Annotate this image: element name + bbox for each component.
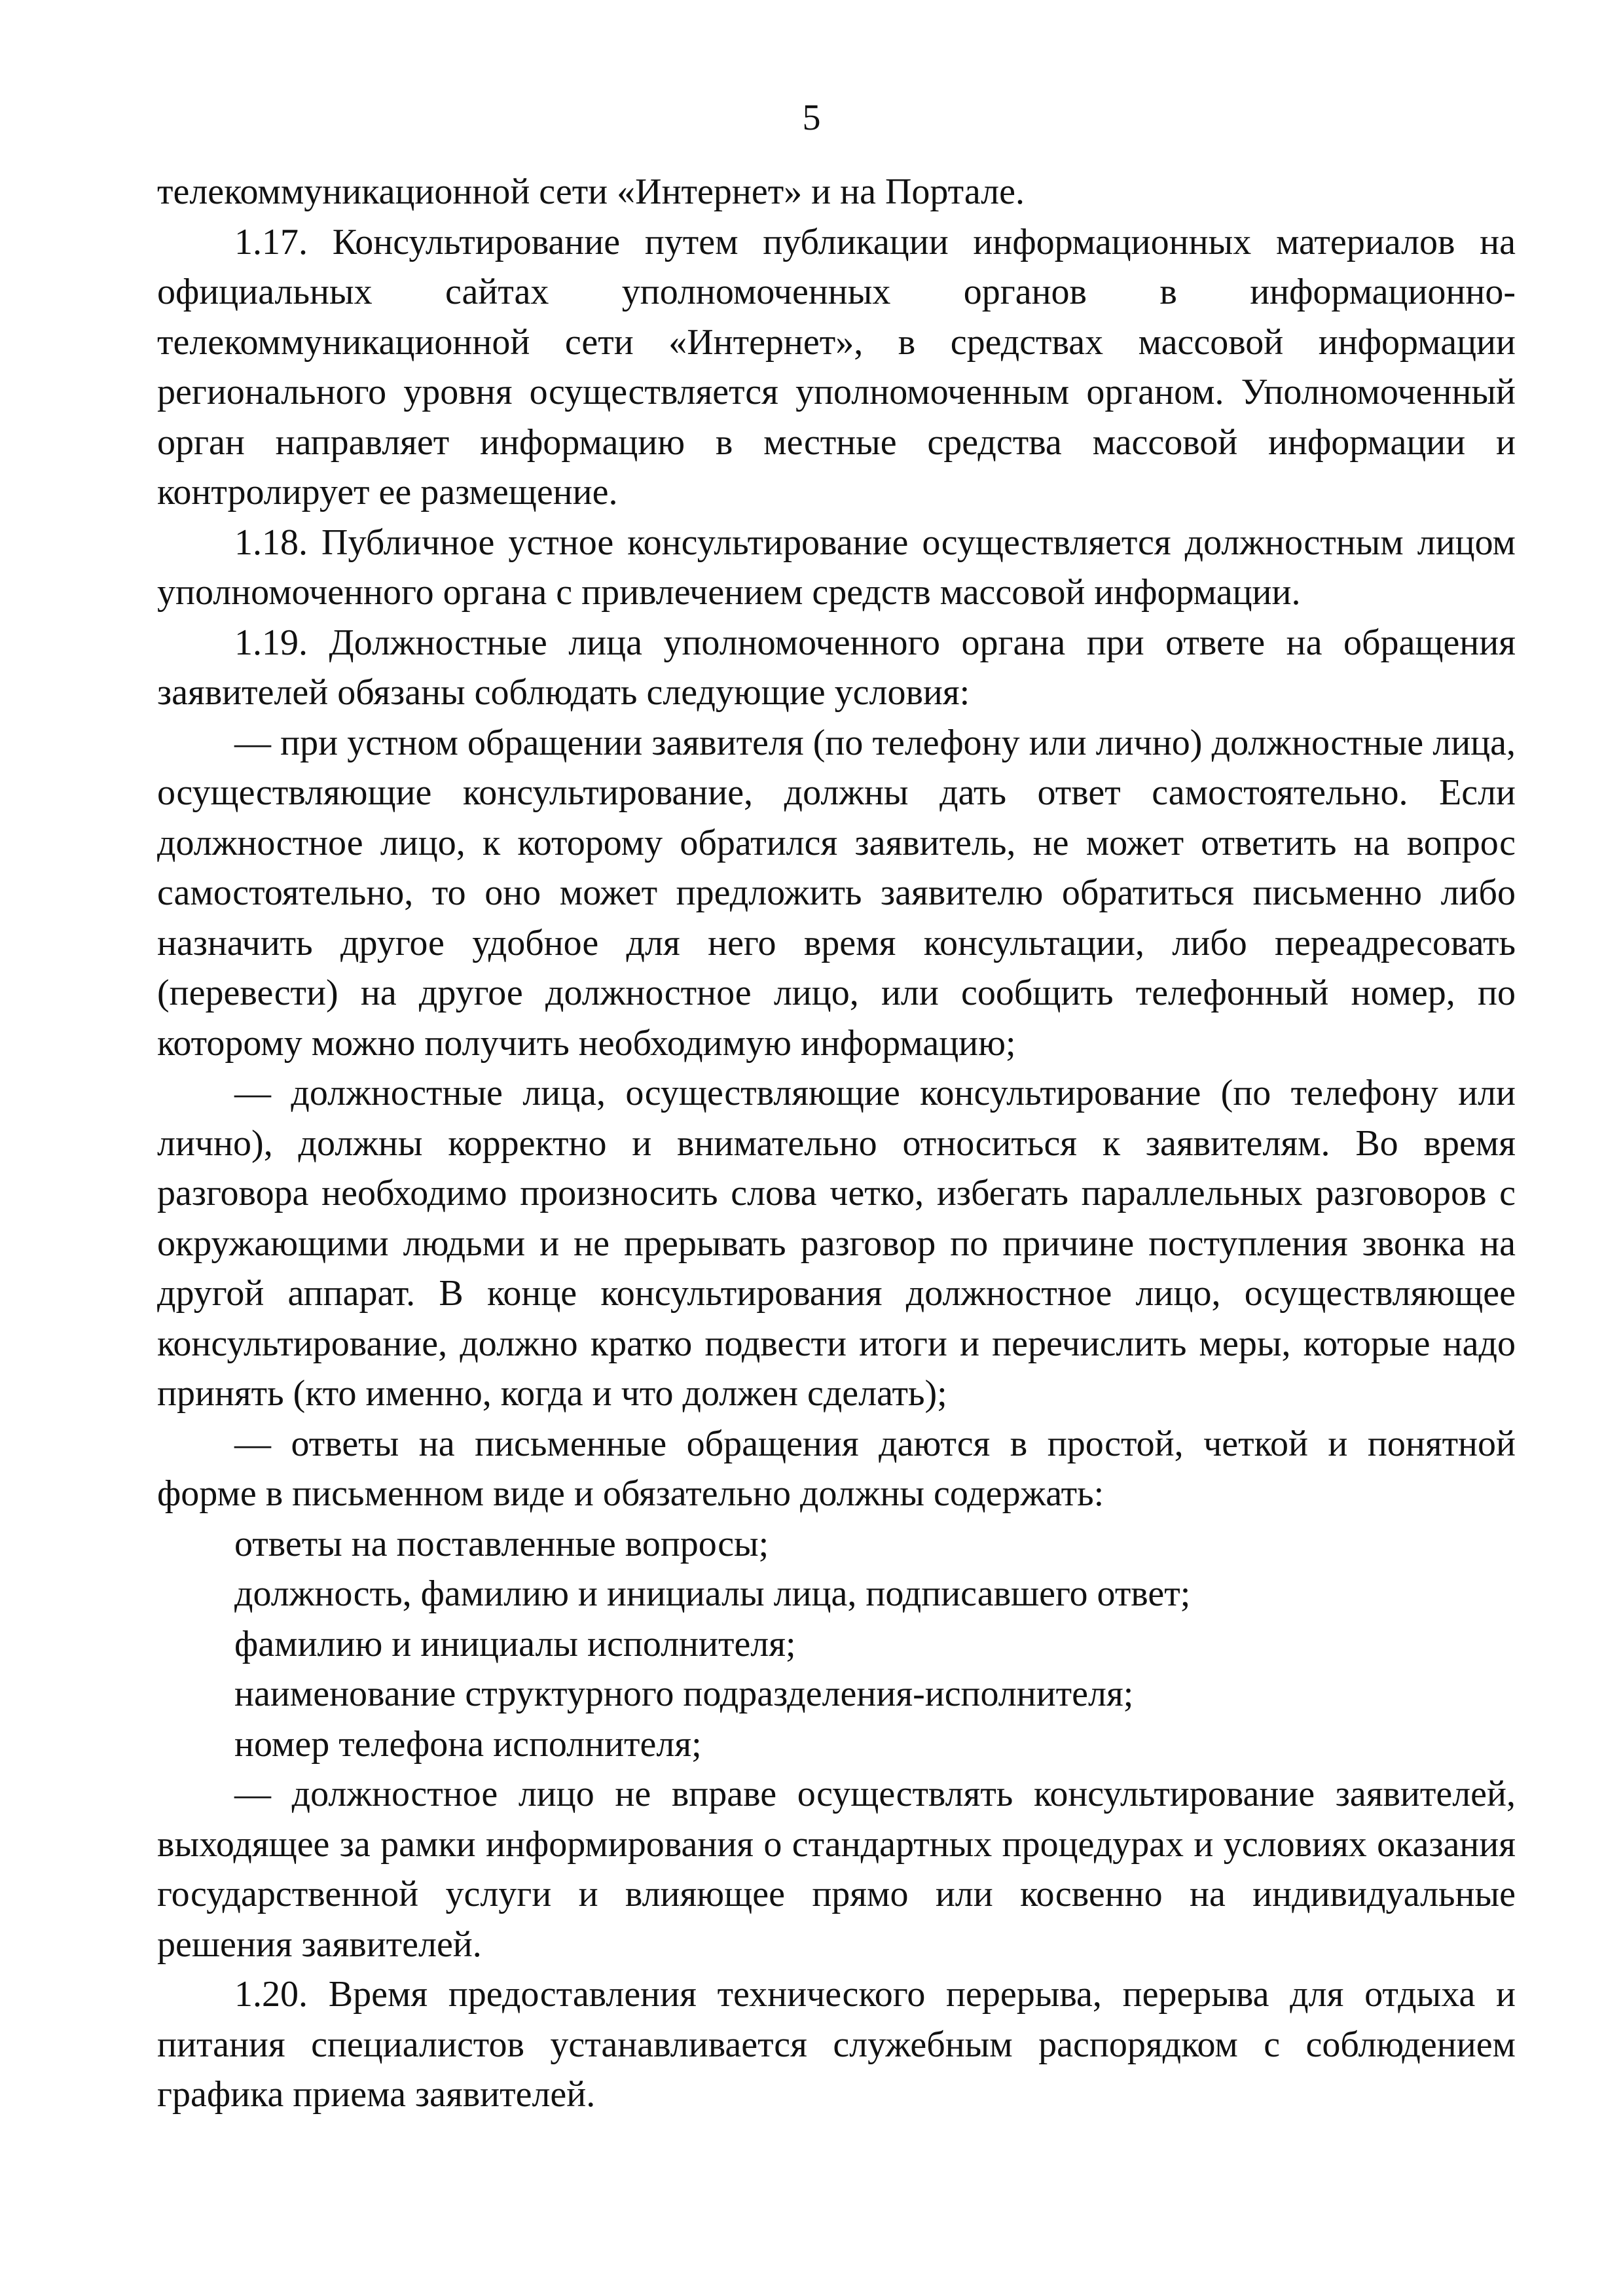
list-item-position: должность, фамилию и инициалы лица, подписавшего ответ; xyxy=(234,1573,1191,1614)
page-number: 5 xyxy=(802,98,821,138)
list-item-answers: ответы на поставленные вопросы; xyxy=(234,1523,769,1564)
paragraph-1-17: 1.17. Консультирование путем публикации информационных материалов на официальных сайтах уполномоченных органов в информационно-телекоммуникационной сети «Интернет», в средствах массовой информации регионального уровня осуществляется уполномоченным органом. Уполномоченный орган направляет информацию в местные средства массовой информации и контролирует ее размещение. xyxy=(157,221,1516,512)
list-item-department: наименование структурного подразделения-исполнителя; xyxy=(234,1674,1134,1714)
paragraph-1-19: 1.19. Должностные лица уполномоченного органа при ответе на обращения заявителей обязаны соблюдать следующие условия: xyxy=(157,622,1516,713)
body-text xyxy=(157,167,1516,2120)
bullet-oral-request: — при устном обращении заявителя (по телефону или лично) должностные лица, осуществляющие консультирование, должны дать ответ самостоятельно. Если должностное лицо, к которому обратился заявитель, не может ответить на вопрос самостоятельно, то оно может предложить заявителю обратиться письменно либо назначить другое удобное для него время консультации, либо переадресовать (перевести) на другое должностное лицо, или сообщить телефонный номер, по которому можно получить необходимую информацию; xyxy=(157,722,1516,1064)
bullet-limits: — должностное лицо не вправе осуществлять консультирование заявителей, выходящее за рамки информирования о стандартных процедурах и условиях оказания государственной услуги и влияющее прямо или косвенно на индивидуальные решения заявителей. xyxy=(157,1774,1516,1965)
paragraph-continuation: телекоммуникационной сети «Интернет» и на Портале. xyxy=(157,171,1025,212)
bullet-correct-attitude: — должностные лица, осуществляющие консультирование (по телефону или лично), должны корректно и внимательно относиться к заявителям. Во время разговора необходимо произносить слова четко, избегать параллельных разговоров с окружающими людьми и не прерывать разговор по причине поступления звонка на другой аппарат. В конце консультирования должностное лицо, осуществляющее консультирование, должно кратко подвести итоги и перечислить меры, которые надо принять (кто именно, когда и что должен сделать); xyxy=(157,1073,1516,1414)
paragraph-1-18: 1.18. Публичное устное консультирование осуществляется должностным лицом уполномоченного органа с привлечением средств массовой информации. xyxy=(157,522,1516,613)
paragraph-1-20: 1.20. Время предоставления технического перерыва, перерыва для отдыха и питания специалистов устанавливается служебным распорядком с соблюдением графика приема заявителей. xyxy=(157,1974,1516,2115)
bullet-written-answers: — ответы на письменные обращения даются в простой, четкой и понятной форме в письменном виде и обязательно должны содержать: xyxy=(157,1423,1516,1514)
list-item-executor-name: фамилию и инициалы исполнителя; xyxy=(234,1623,796,1664)
list-item-phone: номер телефона исполнителя; xyxy=(234,1723,702,1765)
